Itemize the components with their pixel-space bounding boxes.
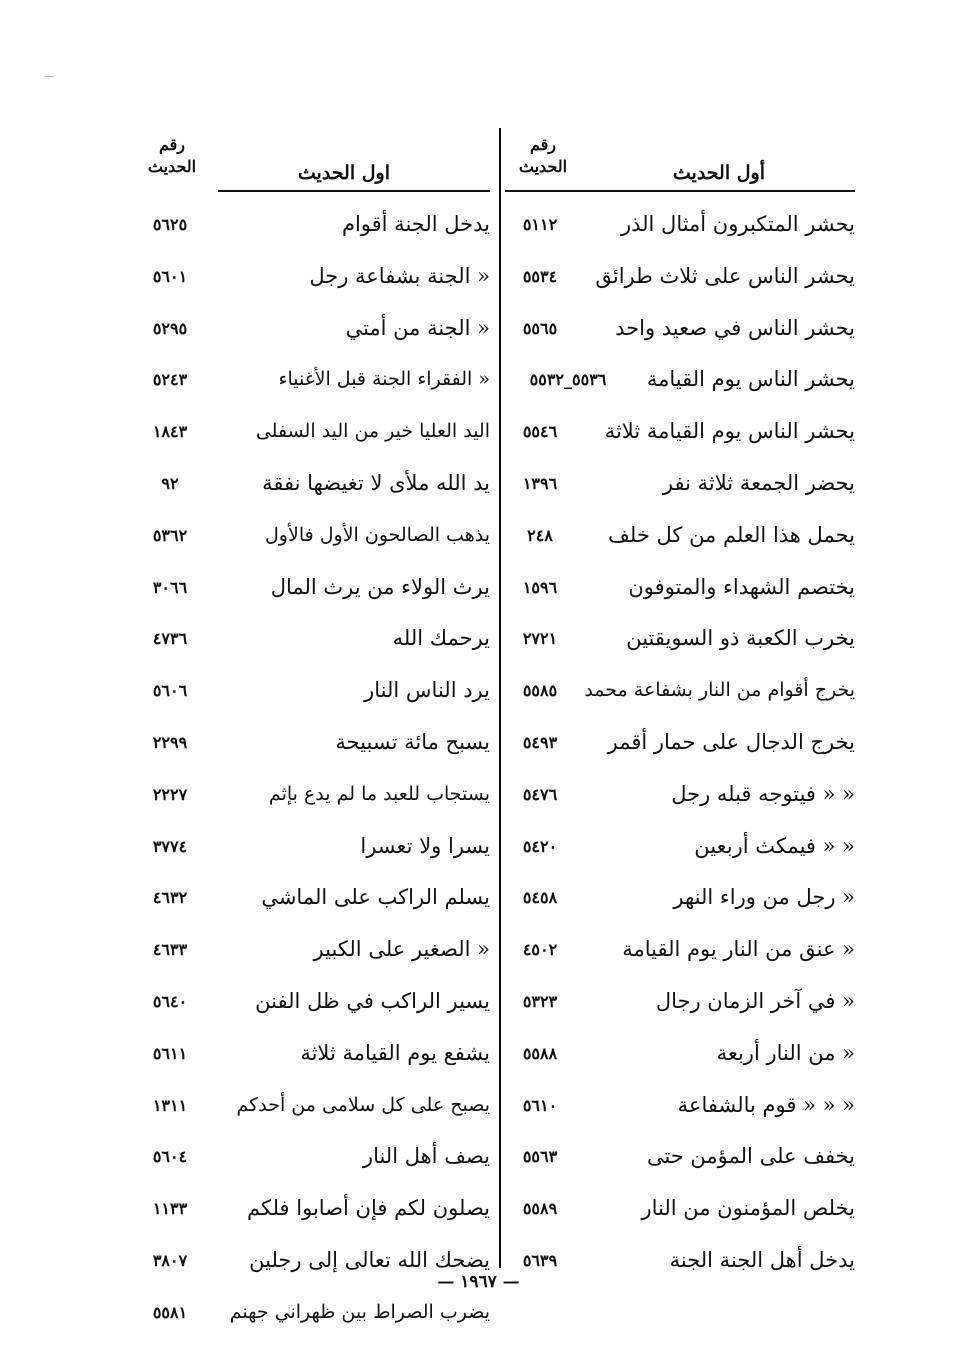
hadith-text: « رجل من وراء النهر bbox=[673, 885, 855, 910]
list-item bbox=[135, 304, 490, 356]
list-item bbox=[505, 511, 855, 563]
hadith-text: يختصم الشهداء والمتوفون bbox=[628, 574, 855, 599]
scan-mark bbox=[44, 76, 54, 77]
hadith-text: يصف أهل النار bbox=[362, 1144, 490, 1169]
list-item bbox=[135, 873, 490, 925]
hadith-number: ٩٢ bbox=[161, 473, 179, 493]
hadith-number: ٥٤٧٦ bbox=[522, 784, 558, 804]
list-item bbox=[135, 563, 490, 615]
list-item bbox=[135, 718, 490, 770]
list-item bbox=[135, 511, 490, 563]
hadith-text: يصلون لكم فإن أصابوا فلكم bbox=[247, 1196, 490, 1221]
hadith-text: « الجنة بشفاعة رجل bbox=[309, 263, 490, 288]
list-item bbox=[135, 252, 490, 304]
list-item bbox=[505, 925, 855, 977]
list-item bbox=[505, 252, 855, 304]
hadith-number: ٥٦٢٥ bbox=[152, 215, 188, 234]
list-item bbox=[135, 459, 490, 511]
hadith-number: ٥٦٠٦ bbox=[152, 681, 188, 701]
column-divider bbox=[499, 128, 501, 1268]
hadith-text: يرث الولاء من يرث المال bbox=[270, 574, 490, 599]
left-header-rule bbox=[218, 190, 490, 192]
hadith-number: ٥١١٢ bbox=[522, 215, 558, 234]
hadith-number: ٥٥٨٥ bbox=[522, 681, 558, 701]
hadith-number: ٥٦٠٤ bbox=[152, 1147, 188, 1167]
list-item bbox=[505, 407, 855, 459]
list-item bbox=[135, 200, 490, 252]
hadith-text: « « فيتوجه قبله رجل bbox=[671, 781, 855, 806]
list-item bbox=[505, 614, 855, 666]
hadith-text: يحشر الناس يوم القيامة ثلاثة bbox=[604, 419, 855, 444]
list-item bbox=[505, 355, 855, 407]
hadith-number: ٣٧٧٤ bbox=[152, 836, 188, 856]
left-column-list bbox=[135, 200, 490, 1340]
hadith-text: يخرب الكعبة ذو السويقتين bbox=[626, 626, 855, 651]
hadith-text: « من النار أربعة bbox=[716, 1040, 855, 1065]
list-item bbox=[505, 666, 855, 718]
list-item bbox=[505, 1184, 855, 1236]
hadith-text: يرحمك الله bbox=[392, 626, 490, 651]
list-item bbox=[135, 925, 490, 977]
hadith-text: يحشر الناس في صعيد واحد bbox=[615, 315, 855, 340]
hadith-text: يخرج أقوام من النار بشفاعة محمد bbox=[584, 679, 855, 702]
hadith-text: يحضر الجمعة ثلاثة نفر bbox=[662, 470, 855, 495]
hadith-number: ٥٤٩٣ bbox=[522, 732, 558, 752]
hadith-number: ٢٢٢٧ bbox=[152, 784, 188, 804]
left-column-header bbox=[140, 130, 490, 192]
hadith-number: ٥٤٥٨ bbox=[522, 888, 558, 908]
hadith-number: ٢٤٨ bbox=[527, 525, 553, 545]
hadith-text: « « « قوم بالشفاعة bbox=[677, 1092, 855, 1117]
hadith-text: يد الله ملأى لا تغيضها نفقة bbox=[262, 470, 490, 495]
list-item bbox=[505, 977, 855, 1029]
hadith-text: يسبح مائة تسبيحة bbox=[335, 729, 490, 754]
list-item bbox=[135, 1029, 490, 1081]
hadith-text: « عنق من النار يوم القيامة bbox=[622, 937, 855, 962]
list-item bbox=[135, 407, 490, 459]
list-item bbox=[505, 304, 855, 356]
hadith-number: ٥٦١٠ bbox=[522, 1095, 558, 1115]
hadith-number: ٥٦٣٩ bbox=[522, 1250, 558, 1270]
list-item bbox=[505, 1132, 855, 1184]
hadith-text: يحشر المتكبرون أمثال الذر bbox=[620, 212, 855, 236]
list-item bbox=[135, 1132, 490, 1184]
hadith-number: ٥٥٨٨ bbox=[522, 1043, 558, 1063]
hadith-text: يخرج الدجال على حمار أقمر bbox=[607, 729, 855, 754]
hadith-text: يصبح على كل سلامى من أحدكم bbox=[236, 1093, 490, 1116]
hadith-text: يدخل أهل الجنة الجنة bbox=[669, 1247, 855, 1272]
hadith-number: ٥٥٨١ bbox=[152, 1302, 188, 1322]
hadith-text: يحشر الناس يوم القيامة bbox=[646, 367, 855, 392]
hadith-number: ٣٨٠٧ bbox=[152, 1250, 188, 1270]
hadith-number: ٣٠٦٦ bbox=[152, 577, 188, 597]
list-item bbox=[135, 1184, 490, 1236]
hadith-text: يسلم الراكب على الماشي bbox=[261, 885, 490, 910]
hadith-number: ١٥٩٦ bbox=[522, 577, 558, 597]
hadith-text: « الجنة من أمتي bbox=[345, 315, 490, 340]
hadith-number: ٥٥٤٦ bbox=[522, 422, 558, 442]
list-item bbox=[505, 718, 855, 770]
hadith-text: يخلص المؤمنون من النار bbox=[641, 1196, 855, 1221]
list-item bbox=[135, 1288, 490, 1340]
list-item bbox=[135, 770, 490, 822]
hadith-text: يسير الراكب في ظل الفنن bbox=[255, 988, 490, 1013]
hadith-text: « « فيمكث أربعين bbox=[694, 833, 855, 858]
hadith-number: ٥٥٦٣ bbox=[522, 1147, 558, 1167]
hadith-number: ٤٦٣٣ bbox=[152, 940, 188, 960]
list-item bbox=[505, 1029, 855, 1081]
list-item bbox=[505, 200, 855, 252]
hadith-number: ٥٥٣٦_٥٥٣٢ bbox=[529, 370, 607, 390]
list-item bbox=[135, 822, 490, 874]
hadith-text: يضحك الله تعالى إلى رجلين bbox=[249, 1247, 490, 1272]
hadith-number: ٥٣٢٣ bbox=[522, 991, 558, 1011]
hadith-number: ٤٧٣٦ bbox=[152, 629, 188, 649]
hadith-text: « الصغير على الكبير bbox=[313, 937, 490, 962]
right-column-list bbox=[505, 200, 855, 1288]
hadith-number: ١٨٤٣ bbox=[152, 422, 188, 442]
hadith-number: ٥٢٤٣ bbox=[152, 370, 188, 390]
list-item bbox=[505, 1081, 855, 1133]
list-item bbox=[135, 614, 490, 666]
hadith-text: يسرا ولا تعسرا bbox=[360, 833, 490, 858]
hadith-number: ٤٦٣٢ bbox=[152, 888, 188, 908]
hadith-number: ٥٥٣٤ bbox=[522, 266, 558, 286]
hadith-number: ٢٢٩٩ bbox=[152, 732, 188, 752]
hadith-number: ٥٣٦٢ bbox=[152, 525, 188, 545]
left-title-header: اول الحديث bbox=[297, 162, 390, 184]
hadith-number: ٥٥٦٥ bbox=[522, 318, 558, 338]
page-number: — ١٩٦٧ — bbox=[437, 1272, 520, 1292]
list-item bbox=[135, 977, 490, 1029]
left-num-header: رقم الحديث bbox=[147, 135, 197, 176]
hadith-text: يستجاب للعبد ما لم يدع بإثم bbox=[268, 782, 490, 805]
hadith-text: يدخل الجنة أقوام bbox=[341, 212, 490, 236]
hadith-text: « في آخر الزمان رجال bbox=[655, 988, 855, 1013]
hadith-text: يذهب الصالحون الأول فالأول bbox=[265, 523, 490, 546]
hadith-number: ١١٣٣ bbox=[152, 1199, 188, 1219]
hadith-number: ٢٧٢١ bbox=[522, 629, 558, 649]
hadith-number: ٥٥٨٩ bbox=[522, 1199, 558, 1219]
list-item bbox=[505, 770, 855, 822]
hadith-text: يرد الناس النار bbox=[364, 678, 490, 703]
list-item bbox=[505, 459, 855, 511]
right-header-rule bbox=[505, 190, 855, 192]
hadith-text: يخفف على المؤمن حتى bbox=[646, 1144, 855, 1169]
list-item bbox=[505, 563, 855, 615]
list-item bbox=[505, 873, 855, 925]
hadith-text: اليد العليا خير من اليد السفلى bbox=[255, 420, 490, 443]
hadith-number: ٤٥٠٢ bbox=[522, 940, 558, 960]
hadith-text: يضرب الصراط بين ظهراني جهنم bbox=[229, 1300, 490, 1323]
hadith-number: ١٣٩٦ bbox=[522, 473, 558, 493]
right-num-header: رقم الحديث bbox=[518, 135, 568, 176]
list-item bbox=[505, 822, 855, 874]
hadith-number: ٥٦١١ bbox=[152, 1043, 188, 1063]
right-column-header bbox=[505, 130, 855, 192]
hadith-number: ١٣١١ bbox=[152, 1095, 188, 1115]
hadith-text: يحشر الناس على ثلاث طرائق bbox=[595, 263, 855, 288]
hadith-number: ٥٢٩٥ bbox=[152, 318, 188, 338]
right-title-header: أول الحديث bbox=[672, 162, 765, 184]
hadith-text: « الفقراء الجنة قبل الأغنياء bbox=[278, 368, 490, 391]
hadith-text: يشفع يوم القيامة ثلاثة bbox=[300, 1040, 490, 1065]
hadith-number: ٥٦٤٠ bbox=[152, 991, 188, 1011]
list-item bbox=[135, 1081, 490, 1133]
hadith-number: ٥٦٠١ bbox=[152, 266, 188, 286]
hadith-number: ٥٤٢٠ bbox=[522, 836, 558, 856]
list-item bbox=[135, 355, 490, 407]
hadith-text: يحمل هذا العلم من كل خلف bbox=[608, 522, 855, 547]
list-item bbox=[135, 666, 490, 718]
